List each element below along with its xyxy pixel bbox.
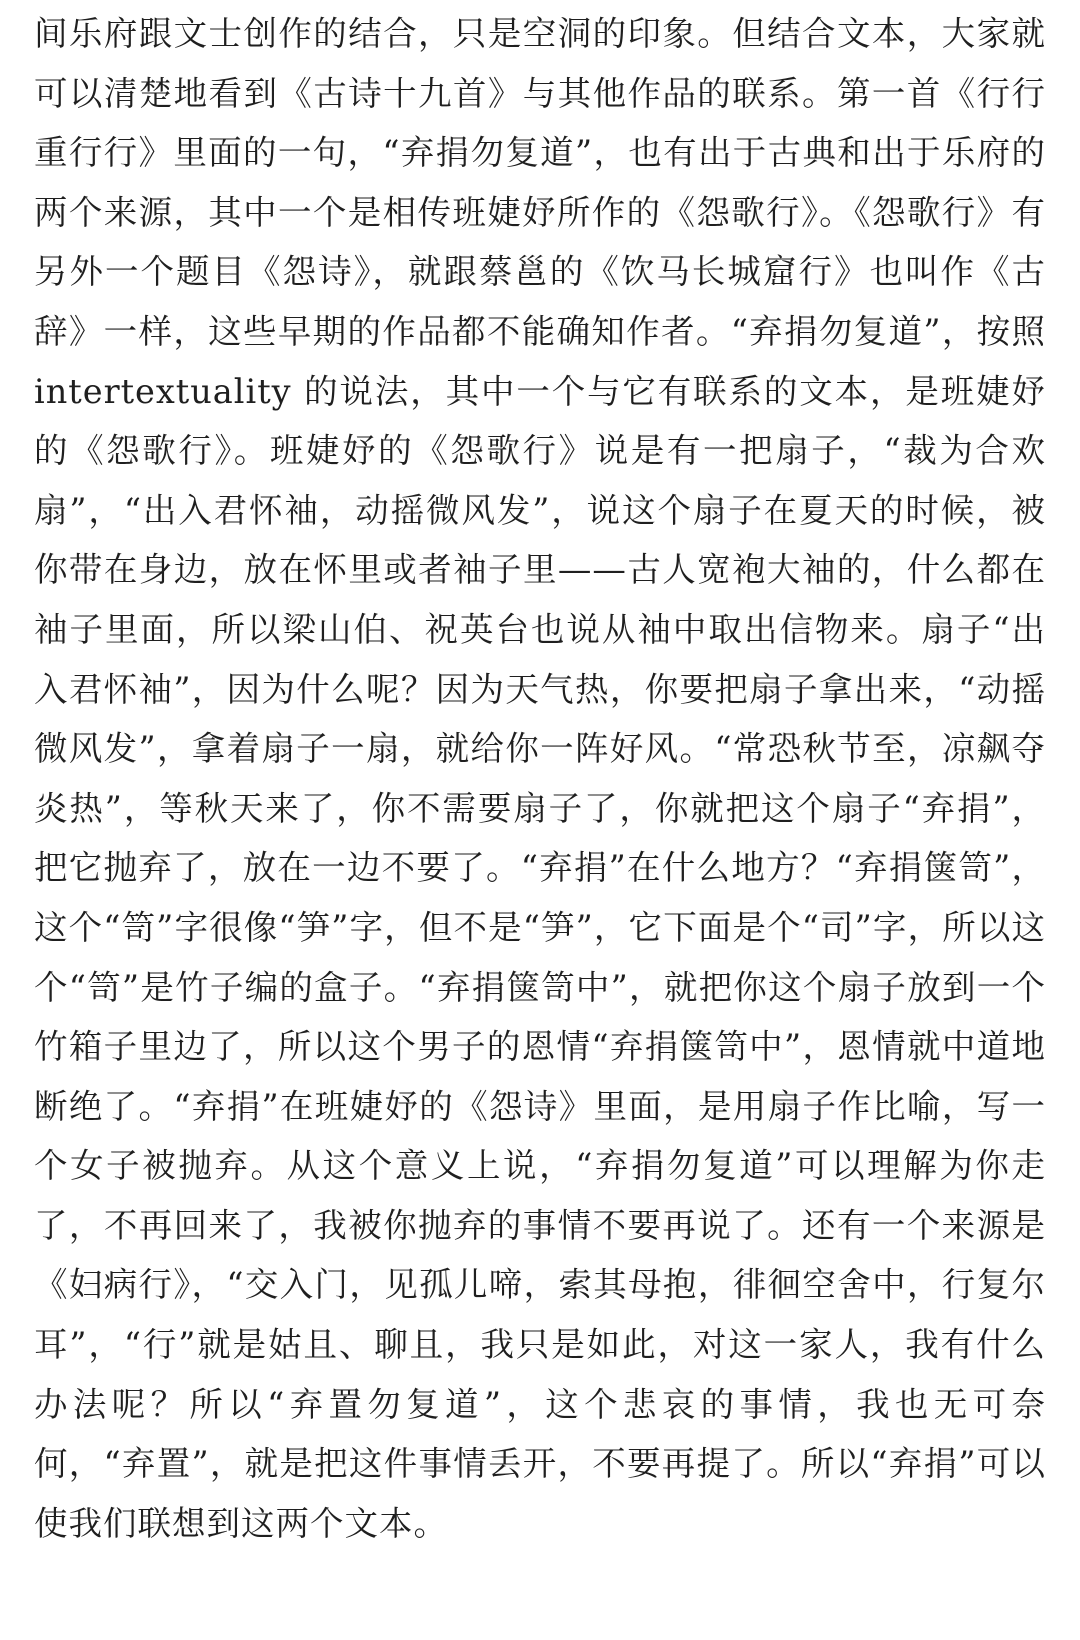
- body-text: 间乐府跟文士创作的结合，只是空洞的印象。但结合文本，大家就可以清楚地看到《古诗十九首》与其他作品的联系。第一首《行行重行行》里面的一句，“弃捐勿复道”，也有出于古典和出于乐府的两个来源，其中一个是相传班婕妤所作的《怨歌行》。《怨歌行》有另外一个题目《怨诗》，就跟蔡邕的《饮马长城窟行》也叫作《古辞》一样，这些早期的作品都不能确知作者。“弃捐勿复道”，按照 intertextuality 的说法，其中一个与它有联系的文本，是班婕妤的《怨歌行》。班婕妤的《怨歌行》说是有一把扇子，“裁为合欢扇”，“出入君怀袖，动摇微风发”，说这个扇子在夏天的时候，被你带在身边，放在怀里或者袖子里——古人宽袍大袖的，什么都在袖子里面，所以梁山伯、祝英台也说从袖中取出信物来。扇子“出入君怀袖”，因为什么呢？因为天气热，你要把扇子拿出来，“动摇微风发”，拿着扇子一扇，就给你一阵好风。“常恐秋节至，凉飙夺炎热”，等秋天来了，你不需要扇子了，你就把这个扇子“弃捐”，把它抛弃了，放在一边不要了。“弃捐”在什么地方？“弃捐箧笥”，这个“笥”字很像“笋”字，但不是“笋”，它下面是个“司”字，所以这个“笥”是竹子编的盒子。“弃捐箧笥中”，就把你这个扇子放到一个竹箱子里边了，所以这个男子的恩情“弃捐箧笥中”，恩情就中道地断绝了。“弃捐”在班婕妤的《怨诗》里面，是用扇子作比喻，写一个女子被抛弃。从这个意义上说，“弃捐勿复道”可以理解为你走了，不再回来了，我被你抛弃的事情不要再说了。还有一个来源是《妇病行》，“交入门，见孤儿啼，索其母抱，徘徊空舍中，行复尔耳”，“行”就是姑且、聊且，我只是如此，对这一家人，我有什么办法呢？所以“弃置勿复道”，这个悲哀的事情，我也无可奈何，“弃置”，就是把这件事情丢开，不要再提了。所以“弃捐”可以使我们联想到这两个文本。: [34, 14, 1046, 1543]
